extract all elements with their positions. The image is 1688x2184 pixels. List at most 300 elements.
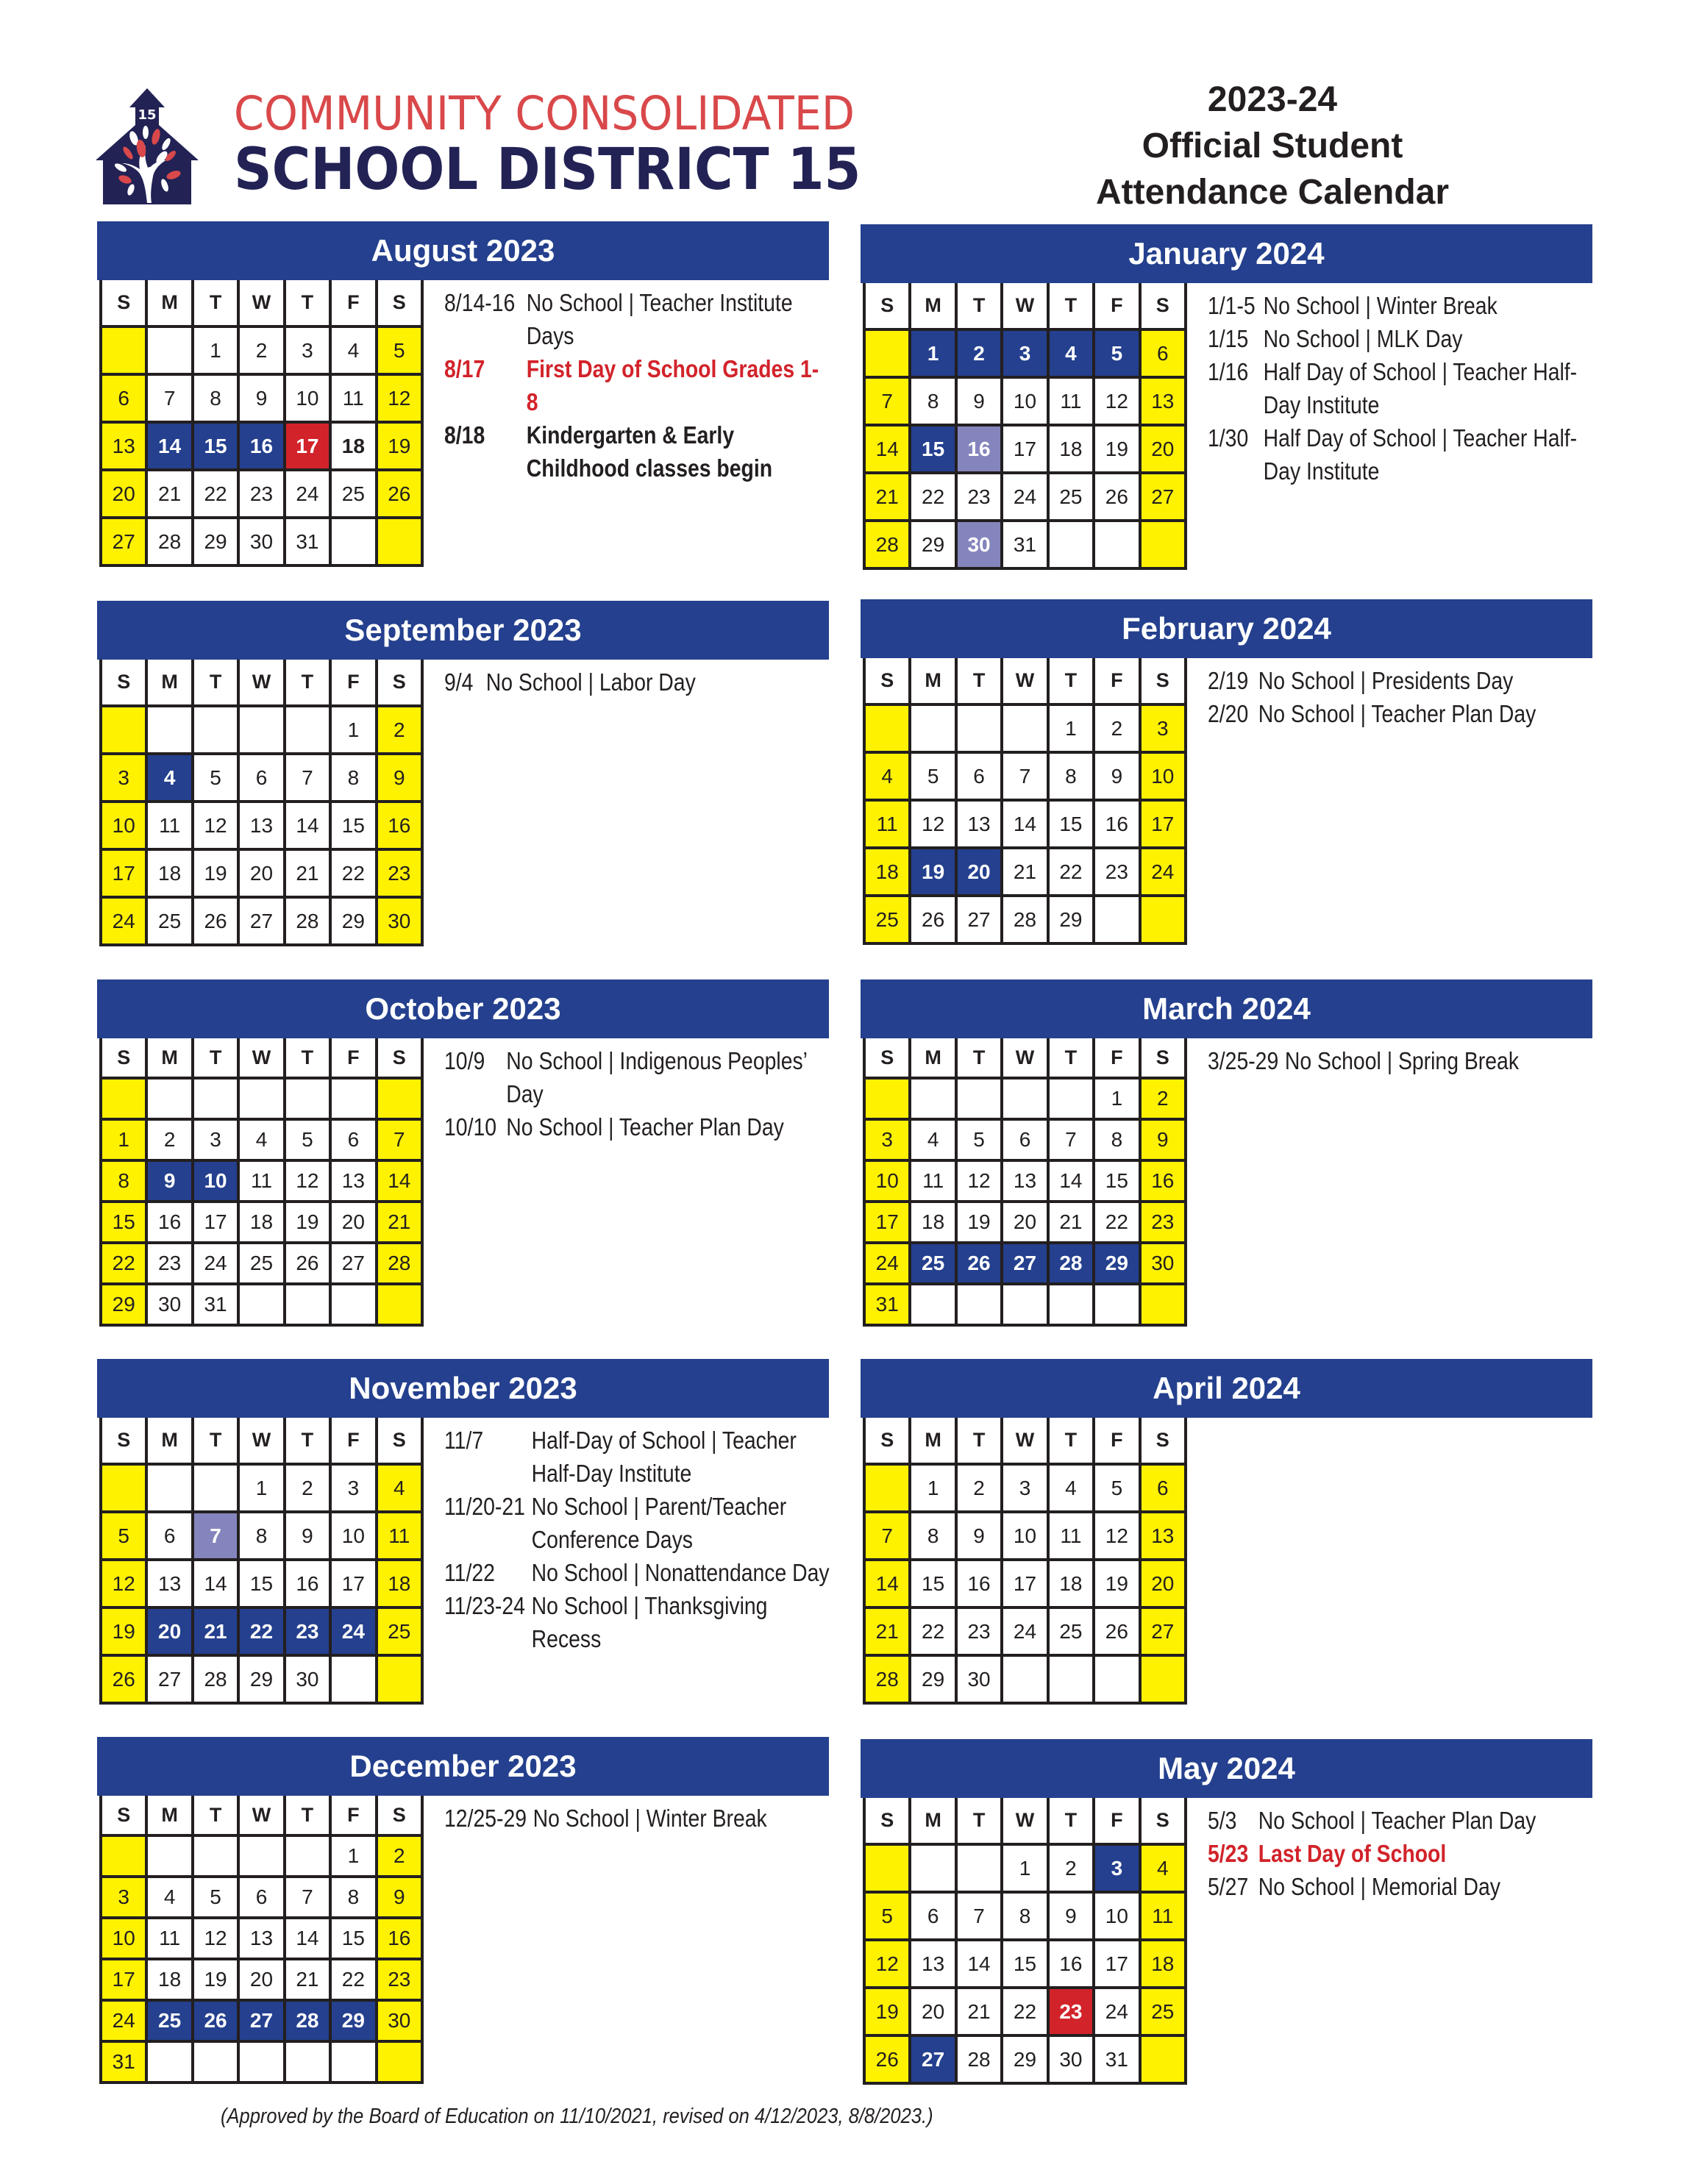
day-cell: 25 <box>240 1244 282 1282</box>
note-text: No School | Nonattendance Day <box>531 1559 830 1586</box>
day-cell: 9 <box>1050 1894 1092 1938</box>
day-cell: 21 <box>148 471 190 516</box>
day-cell: 25 <box>148 2002 190 2040</box>
day-cell: 13 <box>1003 1162 1046 1200</box>
weekday-label: S <box>378 1796 421 1834</box>
day-cell: 7 <box>148 376 190 421</box>
note-date: 5/27 <box>1208 1873 1249 1900</box>
day-cell: 31 <box>1003 522 1046 567</box>
day-cell: 9 <box>1142 1121 1184 1159</box>
day-cell: 6 <box>1003 1121 1046 1159</box>
day-cell: 20 <box>102 471 145 516</box>
day-cell: 26 <box>1095 1609 1138 1654</box>
weekday-label: M <box>911 283 954 328</box>
day-cell: 11 <box>1050 379 1092 424</box>
weekday-label: S <box>1142 1418 1184 1463</box>
day-cell: 28 <box>866 1657 908 1702</box>
note-date: 11/23-24 <box>444 1592 525 1619</box>
day-cell: 14 <box>378 1162 421 1200</box>
day-cell: 26 <box>194 2002 237 2040</box>
note-text: Last Day of School <box>1258 1840 1447 1867</box>
weekday-label: W <box>1003 1418 1046 1463</box>
day-cell: 3 <box>1095 1846 1138 1891</box>
day-cell: 13 <box>332 1162 374 1200</box>
day-cell: 3 <box>102 755 145 800</box>
day-cell: 1 <box>911 1466 954 1510</box>
day-cell: 8 <box>332 1878 374 1916</box>
empty-cell <box>1003 1079 1046 1118</box>
empty-cell <box>286 1285 329 1324</box>
day-cell: 21 <box>378 1203 421 1241</box>
empty-cell <box>148 1837 190 1875</box>
weekday-label: F <box>1095 658 1138 703</box>
weekday-label: T <box>958 658 1000 703</box>
day-cell: 27 <box>240 2002 282 2040</box>
empty-cell <box>1142 897 1184 942</box>
day-cell: 15 <box>1095 1162 1138 1200</box>
day-cell: 15 <box>911 427 954 471</box>
month-notes <box>1208 1804 1594 1903</box>
day-cell: 30 <box>240 519 282 564</box>
day-cell: 7 <box>1050 1121 1092 1159</box>
day-cell: 17 <box>1003 427 1046 471</box>
weekday-label: W <box>240 1038 282 1077</box>
day-cell: 30 <box>378 2002 421 2040</box>
day-cell: 30 <box>1142 1244 1184 1282</box>
day-cell: 18 <box>866 849 908 894</box>
day-cell: 20 <box>1142 427 1184 471</box>
day-cell: 1 <box>911 331 954 376</box>
weekday-label: M <box>911 1038 954 1077</box>
day-cell: 16 <box>286 1561 329 1606</box>
month-title: October 2023 <box>97 979 829 1038</box>
note-item <box>444 352 830 418</box>
day-cell: 18 <box>1050 427 1092 471</box>
day-cell: 4 <box>866 754 908 799</box>
day-cell: 23 <box>378 851 421 896</box>
day-cell: 1 <box>240 1466 282 1510</box>
day-cell: 22 <box>911 474 954 519</box>
title-line3: Attendance Calendar <box>1095 173 1450 212</box>
weekday-label: F <box>332 1796 374 1834</box>
weekday-label: M <box>148 1038 190 1077</box>
day-cell: 6 <box>1142 331 1184 376</box>
day-cell: 21 <box>866 474 908 519</box>
day-cell: 27 <box>1142 1609 1184 1654</box>
note-item <box>444 418 830 485</box>
day-cell: 16 <box>1050 1941 1092 1986</box>
note-item <box>1208 1870 1594 1903</box>
day-cell: 30 <box>958 522 1000 567</box>
note-text: No School | Memorial Day <box>1258 1873 1500 1900</box>
note-item <box>1208 289 1594 322</box>
day-cell: 29 <box>911 1657 954 1702</box>
note-date: 9/4 <box>444 668 474 696</box>
day-cell: 21 <box>1003 849 1046 894</box>
day-cell: 7 <box>866 379 908 424</box>
day-cell: 1 <box>102 1121 145 1159</box>
day-cell: 18 <box>148 851 190 896</box>
day-cell: 8 <box>194 376 237 421</box>
day-cell: 19 <box>1095 1561 1138 1606</box>
day-cell: 15 <box>240 1561 282 1606</box>
day-cell: 28 <box>1050 1244 1092 1282</box>
note-item <box>444 1424 830 1490</box>
day-cell: 5 <box>1095 1466 1138 1510</box>
day-cell: 23 <box>148 1244 190 1282</box>
day-cell: 10 <box>332 1513 374 1558</box>
day-cell: 31 <box>1095 2037 1138 2082</box>
note-text: No School | Labor Day <box>485 668 696 696</box>
day-cell: 23 <box>1142 1203 1184 1241</box>
day-cell: 12 <box>286 1162 329 1200</box>
note-item <box>444 1110 830 1143</box>
empty-cell <box>102 707 145 752</box>
empty-cell <box>1142 2037 1184 2082</box>
day-cell: 3 <box>1003 331 1046 376</box>
day-cell: 14 <box>958 1941 1000 1986</box>
empty-cell <box>1003 706 1046 751</box>
month-block <box>861 979 1592 1329</box>
note-date: 1/16 <box>1208 358 1249 385</box>
empty-cell <box>1095 1285 1138 1324</box>
day-cell: 13 <box>958 802 1000 846</box>
day-cell: 1 <box>332 1837 374 1875</box>
day-cell: 22 <box>911 1609 954 1654</box>
day-cell: 15 <box>1003 1941 1046 1986</box>
day-cell: 3 <box>1003 1466 1046 1510</box>
day-cell: 11 <box>1142 1894 1184 1938</box>
day-cell: 8 <box>911 1513 954 1558</box>
day-cell: 14 <box>866 1561 908 1606</box>
day-cell: 24 <box>1003 1609 1046 1654</box>
day-cell: 10 <box>1142 754 1184 799</box>
weekday-label: F <box>1095 1038 1138 1077</box>
weekday-label: W <box>240 280 282 325</box>
note-date: 8/14-16 <box>444 289 516 316</box>
district-name <box>234 88 916 203</box>
day-cell: 16 <box>958 427 1000 471</box>
day-cell: 26 <box>286 1244 329 1282</box>
day-cell: 17 <box>102 851 145 896</box>
day-cell: 22 <box>194 471 237 516</box>
empty-cell <box>194 707 237 752</box>
weekday-label: W <box>240 1418 282 1463</box>
month-title: March 2024 <box>861 979 1592 1038</box>
day-cell: 7 <box>866 1513 908 1558</box>
note-text: No School | Thanksgiving Recess <box>531 1592 768 1652</box>
weekday-label: M <box>911 1418 954 1463</box>
empty-cell <box>102 328 145 373</box>
weekday-label: S <box>102 280 145 325</box>
empty-cell <box>332 1285 374 1324</box>
day-cell: 2 <box>958 1466 1000 1510</box>
day-cell: 5 <box>102 1513 145 1558</box>
weekday-label: M <box>911 658 954 703</box>
day-cell: 22 <box>332 851 374 896</box>
empty-cell <box>148 1466 190 1510</box>
empty-cell <box>1095 1657 1138 1702</box>
day-cell: 4 <box>378 1466 421 1510</box>
day-cell: 17 <box>286 424 329 468</box>
weekday-label: F <box>332 280 374 325</box>
day-cell: 30 <box>1050 2037 1092 2082</box>
weekday-label: M <box>148 1796 190 1834</box>
day-cell: 28 <box>194 1657 237 1702</box>
day-cell: 21 <box>958 1989 1000 2034</box>
day-cell: 19 <box>194 851 237 896</box>
note-text: No School | Teacher Plan Day <box>1258 700 1536 727</box>
day-cell: 6 <box>240 755 282 800</box>
month-notes <box>1208 1044 1594 1077</box>
day-cell: 16 <box>148 1203 190 1241</box>
empty-cell <box>958 1846 1000 1891</box>
empty-cell <box>286 1837 329 1875</box>
note-item <box>1208 1804 1594 1837</box>
day-cell: 29 <box>911 522 954 567</box>
empty-cell <box>240 707 282 752</box>
month-block <box>861 1739 1592 2088</box>
day-cell: 22 <box>102 1244 145 1282</box>
empty-cell <box>378 519 421 564</box>
day-cell: 11 <box>378 1513 421 1558</box>
weekday-label: M <box>148 660 190 704</box>
day-cell: 16 <box>378 803 421 848</box>
day-cell: 20 <box>1003 1203 1046 1241</box>
day-cell: 14 <box>194 1561 237 1606</box>
note-date: 5/3 <box>1208 1807 1237 1834</box>
day-cell: 17 <box>1003 1561 1046 1606</box>
day-cell: 24 <box>1003 474 1046 519</box>
calendar-grid <box>99 1796 424 2084</box>
district-name-line2: SCHOOL DISTRICT 15 <box>234 137 861 203</box>
day-cell: 4 <box>240 1121 282 1159</box>
month-block <box>97 1737 829 2086</box>
empty-cell <box>286 707 329 752</box>
day-cell: 10 <box>866 1162 908 1200</box>
day-cell: 24 <box>286 471 329 516</box>
day-cell: 3 <box>1142 706 1184 751</box>
day-cell: 4 <box>1142 1846 1184 1891</box>
empty-cell <box>286 1079 329 1118</box>
month-notes <box>444 1044 830 1143</box>
day-cell: 4 <box>911 1121 954 1159</box>
day-cell: 1 <box>1050 706 1092 751</box>
day-cell: 9 <box>1095 754 1138 799</box>
day-cell: 23 <box>286 1609 329 1654</box>
day-cell: 10 <box>194 1162 237 1200</box>
weekday-label: S <box>1142 283 1184 328</box>
day-cell: 22 <box>240 1609 282 1654</box>
day-cell: 16 <box>1095 802 1138 846</box>
day-cell: 7 <box>286 755 329 800</box>
note-text: No School | Spring Break <box>1284 1047 1520 1074</box>
empty-cell <box>958 706 1000 751</box>
day-cell: 16 <box>240 424 282 468</box>
district-name-line1: COMMUNITY CONSOLIDATED <box>234 87 855 140</box>
day-cell: 13 <box>240 803 282 848</box>
weekday-label: T <box>286 660 329 704</box>
note-date: 10/10 <box>444 1113 497 1141</box>
day-cell: 12 <box>194 803 237 848</box>
month-block <box>97 1359 829 1708</box>
calendar-grid <box>863 658 1187 945</box>
day-cell: 31 <box>102 2043 145 2081</box>
day-cell: 17 <box>866 1203 908 1241</box>
note-item <box>444 665 830 699</box>
calendar-grid <box>99 660 424 946</box>
note-text: No School | Teacher Plan Day <box>506 1113 784 1141</box>
day-cell: 24 <box>102 2002 145 2040</box>
empty-cell <box>911 1846 954 1891</box>
day-cell: 2 <box>958 331 1000 376</box>
day-cell: 9 <box>958 379 1000 424</box>
day-cell: 17 <box>1142 802 1184 846</box>
day-cell: 23 <box>1050 1989 1092 2034</box>
empty-cell <box>332 1657 374 1702</box>
empty-cell <box>1050 1657 1092 1702</box>
day-cell: 27 <box>102 519 145 564</box>
weekday-label: M <box>148 280 190 325</box>
day-cell: 7 <box>286 1878 329 1916</box>
weekday-label: S <box>866 283 908 328</box>
weekday-label: T <box>194 1796 237 1834</box>
day-cell: 8 <box>332 755 374 800</box>
empty-cell <box>194 1837 237 1875</box>
day-cell: 31 <box>286 519 329 564</box>
weekday-label: S <box>866 1418 908 1463</box>
note-date: 1/30 <box>1208 424 1249 452</box>
day-cell: 30 <box>378 899 421 943</box>
day-cell: 3 <box>332 1466 374 1510</box>
day-cell: 11 <box>1050 1513 1092 1558</box>
day-cell: 27 <box>1142 474 1184 519</box>
note-text: Kindergarten & Early Childhood classes begin <box>526 421 773 482</box>
day-cell: 9 <box>958 1513 1000 1558</box>
day-cell: 6 <box>958 754 1000 799</box>
calendar-grid <box>863 283 1187 570</box>
weekday-label: S <box>1142 658 1184 703</box>
day-cell: 9 <box>286 1513 329 1558</box>
day-cell: 10 <box>1003 379 1046 424</box>
title-line2: Official Student <box>1142 126 1403 165</box>
day-cell: 5 <box>378 328 421 373</box>
day-cell: 19 <box>378 424 421 468</box>
day-cell: 18 <box>911 1203 954 1241</box>
day-cell: 18 <box>240 1203 282 1241</box>
note-item <box>444 1044 830 1110</box>
day-cell: 9 <box>378 755 421 800</box>
note-date: 11/7 <box>444 1427 484 1454</box>
empty-cell <box>958 1079 1000 1118</box>
weekday-label: T <box>958 283 1000 328</box>
empty-cell <box>1050 1285 1092 1324</box>
weekday-label: T <box>194 660 237 704</box>
empty-cell <box>1142 522 1184 567</box>
day-cell: 19 <box>102 1609 145 1654</box>
day-cell: 22 <box>1095 1203 1138 1241</box>
title-year: 2023-24 <box>1207 80 1338 119</box>
day-cell: 3 <box>194 1121 237 1159</box>
empty-cell <box>1003 1657 1046 1702</box>
day-cell: 28 <box>148 519 190 564</box>
month-notes <box>1208 289 1594 488</box>
day-cell: 3 <box>102 1878 145 1916</box>
day-cell: 8 <box>102 1162 145 1200</box>
day-cell: 5 <box>866 1894 908 1938</box>
weekday-label: T <box>958 1798 1000 1843</box>
day-cell: 14 <box>286 803 329 848</box>
day-cell: 22 <box>332 1960 374 1999</box>
day-cell: 25 <box>1050 474 1092 519</box>
empty-cell <box>866 706 908 751</box>
weekday-label: S <box>866 658 908 703</box>
day-cell: 2 <box>286 1466 329 1510</box>
day-cell: 30 <box>148 1285 190 1324</box>
note-date: 3/25-29 <box>1208 1047 1279 1074</box>
note-item <box>444 1490 830 1556</box>
empty-cell <box>148 707 190 752</box>
day-cell: 26 <box>194 899 237 943</box>
day-cell: 11 <box>148 1919 190 1958</box>
day-cell: 29 <box>332 899 374 943</box>
svg-text:15: 15 <box>138 107 157 123</box>
note-text: No School | Teacher Institute Days <box>526 289 793 349</box>
note-date: 10/9 <box>444 1047 485 1074</box>
day-cell: 11 <box>866 802 908 846</box>
day-cell: 7 <box>194 1513 237 1558</box>
weekday-label: T <box>286 1038 329 1077</box>
day-cell: 17 <box>1095 1941 1138 1986</box>
day-cell: 29 <box>102 1285 145 1324</box>
month-notes <box>444 1424 830 1655</box>
day-cell: 2 <box>1050 1846 1092 1891</box>
day-cell: 18 <box>148 1960 190 1999</box>
day-cell: 30 <box>286 1657 329 1702</box>
day-cell: 16 <box>1142 1162 1184 1200</box>
day-cell: 4 <box>148 755 190 800</box>
day-cell: 8 <box>1003 1894 1046 1938</box>
day-cell: 9 <box>240 376 282 421</box>
day-cell: 21 <box>1050 1203 1092 1241</box>
day-cell: 24 <box>1095 1989 1138 2034</box>
day-cell: 4 <box>1050 331 1092 376</box>
weekday-label: S <box>102 1418 145 1463</box>
day-cell: 7 <box>378 1121 421 1159</box>
day-cell: 7 <box>958 1894 1000 1938</box>
day-cell: 25 <box>866 897 908 942</box>
empty-cell <box>958 1285 1000 1324</box>
day-cell: 15 <box>911 1561 954 1606</box>
empty-cell <box>911 706 954 751</box>
day-cell: 25 <box>1142 1989 1184 2034</box>
day-cell: 25 <box>1050 1609 1092 1654</box>
month-notes <box>444 665 830 699</box>
calendar-grid <box>863 1418 1187 1705</box>
day-cell: 12 <box>1095 1513 1138 1558</box>
empty-cell <box>1003 1285 1046 1324</box>
note-text: Half Day of School | Teacher Half-Day Institute <box>1263 358 1578 418</box>
empty-cell <box>1050 522 1092 567</box>
weekday-label: T <box>286 280 329 325</box>
day-cell: 5 <box>911 754 954 799</box>
day-cell: 5 <box>958 1121 1000 1159</box>
day-cell: 9 <box>148 1162 190 1200</box>
weekday-label: T <box>958 1038 1000 1077</box>
month-title: December 2023 <box>97 1737 829 1796</box>
day-cell: 17 <box>194 1203 237 1241</box>
day-cell: 23 <box>958 1609 1000 1654</box>
